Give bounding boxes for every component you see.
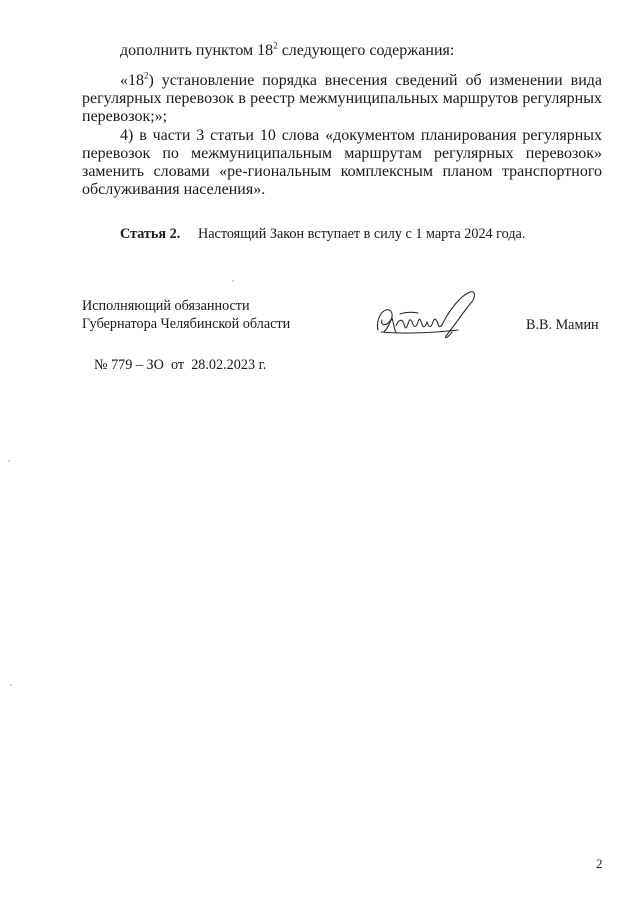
paragraph-text: «18: [120, 72, 144, 89]
signatory-position-line-2: Губернатора Челябинской области: [82, 316, 291, 332]
signatory-position-line-1: Исполняющий обязанности: [82, 298, 250, 314]
paragraph-text: следующего содержания:: [277, 42, 455, 59]
page-number: 2: [596, 856, 603, 871]
paragraph-addition-intro: [82, 42, 602, 60]
signatory-position: [82, 297, 290, 333]
handwritten-signature: [372, 288, 484, 342]
scan-speck: [10, 684, 12, 686]
article-text: Настоящий Закон вступает в силу с 1 марта 2024 года.: [198, 226, 526, 242]
scan-speck: [8, 460, 10, 462]
superscript: 2: [273, 40, 278, 51]
scan-speck: [232, 280, 234, 282]
paragraph-text: ) установление порядка внесения сведений об изменении вида регулярных перевозок в реестр межмуниципальных маршрутов регулярных перевозок;»;: [82, 72, 602, 125]
article-label: Статья 2.: [120, 226, 181, 242]
paragraph-item-18-2: [82, 72, 602, 126]
paragraph-text: дополнить пунктом 18: [120, 42, 274, 59]
article-2: [120, 224, 525, 244]
signatory-name: В.В. Мамин: [526, 317, 599, 333]
law-number: № 779 – ЗО от 28.02.2023 г.: [94, 357, 267, 373]
superscript: 2: [144, 70, 149, 81]
paragraph-item-4: 4) в части 3 статьи 10 слова «документом планирования регулярных перевозок по межмуниципальным маршрутам регулярных перевозок» заменить словами «ре-гиональным комплексным планом транспортного обслуживания населения».: [82, 127, 602, 198]
